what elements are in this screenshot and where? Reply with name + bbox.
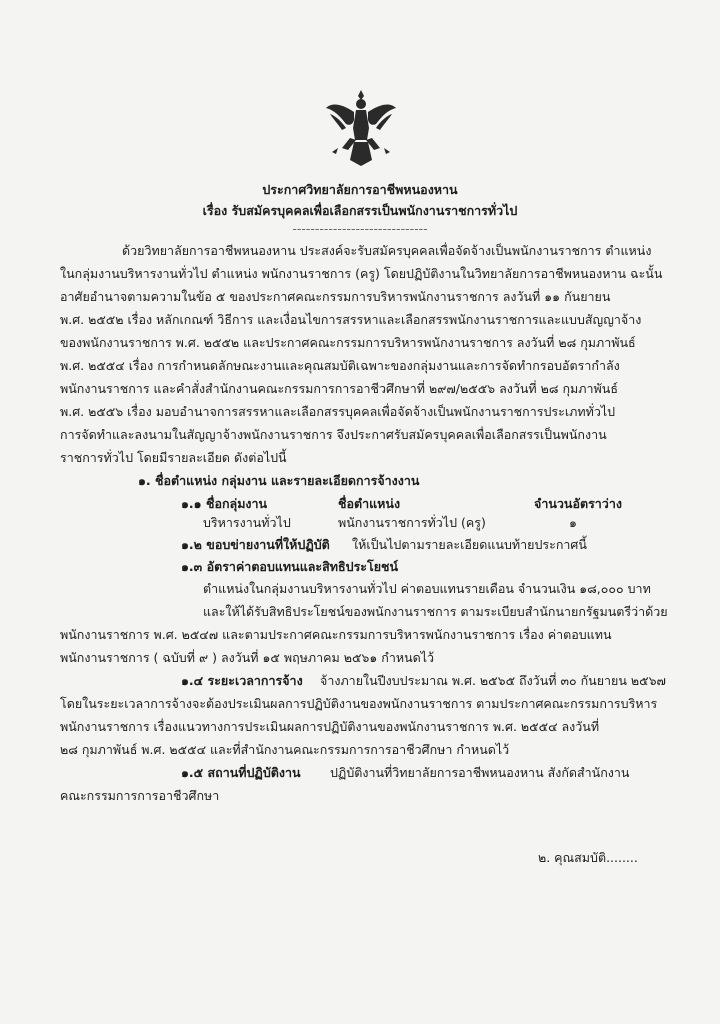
intro-line: พ.ศ. ๒๕๕๒ เรื่อง หลักเกณฑ์ วิธีการ และเงื่อนไขการสรรหาและเลือกสรรพนักงานราชการและแบบสัญญาจ้าง [60, 312, 642, 327]
section-1-4-label: ๑.๔ ระยะเวลาการจ้าง [181, 673, 303, 688]
intro-line: พ.ศ. ๒๕๕๖ เรื่อง มอบอำนาจการสรรหาและเลือกสรรบุคคลเพื่อจัดจ้างเป็นพนักงานราชการประเภททั่วไป [60, 404, 616, 419]
section-1-heading: ๑. ชื่อตำแหน่ง กลุ่มงาน และรายละเอียดการจ้างงาน [138, 473, 420, 488]
intro-line: ในกลุ่มงานบริหารงานทั่วไป ตำแหน่ง พนักงานราชการ (ครู) โดยปฏิบัติงานในวิทยาลัยการอาชีพหนองหาน ฉะนั้น [60, 266, 663, 281]
section-1-5-label: ๑.๕ สถานที่ปฏิบัติงาน [181, 765, 301, 780]
section-1-2-label: ๑.๒ ขอบข่ายงานที่ให้ปฏิบัติ [181, 537, 330, 552]
section-1-3-line: พนักงานราชการ พ.ศ. ๒๕๔๗ และตามประกาศคณะกรรมการบริหารพนักงานราชการ เรื่อง ค่าตอบแทน [60, 627, 612, 642]
intro-line: พนักงานราชการ และคำสั่งสำนักงานคณะกรรมการการอาชีวศึกษาที่ ๒๙๗/๒๕๕๖ ลงวันที่ ๒๘ กุมภาพันธ์ [60, 381, 618, 396]
section-1-4-line: โดยในระยะเวลาการจ้างจะต้องประเมินผลการปฏิบัติงานของพนักงานราชการ ตามประกาศคณะกรรมการบริหาร [60, 696, 658, 711]
next-page-marker: ๒. คุณสมบัติ........ [538, 850, 638, 865]
section-1-5-line: คณะกรรมการการอาชีวศึกษา [60, 788, 220, 803]
intro-line: พ.ศ. ๒๕๕๔ เรื่อง การกำหนดลักษณะงานและคุณสมบัติเฉพาะของกลุ่มงานและการจัดทำกรอบอัตรากำลัง [60, 358, 620, 373]
section-1-3-line: พนักงานราชการ ( ฉบับที่ ๙ ) ลงวันที่ ๑๕ พฤษภาคม ๒๕๖๑ กำหนดไว้ [60, 650, 435, 665]
section-1-3-line: และให้ได้รับสิทธิประโยชน์ของพนักงานราชการ ตามระเบียบสำนักนายกรัฐมนตรีว่าด้วย [203, 604, 668, 619]
intro-line: ราชการทั่วไป โดยมีรายละเอียด ดังต่อไปนี้ [60, 450, 287, 465]
garuda-emblem-icon [324, 86, 398, 168]
title-separator: ------------------------------ [292, 221, 428, 236]
table-header-group: ๑.๑ ชื่อกลุ่มงาน [181, 496, 268, 511]
table-header-count: จำนวนอัตราว่าง [534, 496, 622, 511]
intro-line: ของพนักงานราชการ พ.ศ. ๒๕๕๒ และประกาศคณะกรรมการบริหารพนักงานราชการ ลงวันที่ ๒๘ กุมภาพันธ์ [60, 335, 636, 350]
section-1-5-text: ปฏิบัติงานที่วิทยาลัยการอาชีพหนองหาน สังกัดสำนักงาน [330, 765, 630, 780]
section-1-4-line: พนักงานราชการ เรื่องแนวทางการประเมินผลการปฏิบัติงานของพนักงานราชการ พ.ศ. ๒๕๕๔ ลงวันที่ [60, 719, 600, 734]
section-1-3-line: ตำแหน่งในกลุ่มงานบริหารงานทั่วไป ค่าตอบแทนรายเดือน จำนวนเงิน ๑๘,๐๐๐ บาท [203, 581, 651, 596]
section-1-4-line: ๒๘ กุมภาพันธ์ พ.ศ. ๒๕๕๔ และที่สำนักงานคณะกรรมการการอาชีวศึกษา กำหนดไว้ [60, 742, 510, 757]
document-title: ประกาศวิทยาลัยการอาชีพหนองหาน [262, 182, 458, 197]
table-cell-position: พนักงานราชการทั่วไป (ครู) [338, 515, 486, 530]
intro-line: อาศัยอำนาจตามความในข้อ ๕ ของประกาศคณะกรรมการบริหารพนักงานราชการ ลงวันที่ ๑๑ กันยายน [60, 289, 611, 304]
intro-line: การจัดทำและลงนามในสัญญาจ้างพนักงานราชการ จึงประกาศรับสมัครบุคคลเพื่อเลือกสรรเป็นพนักงาน [60, 427, 607, 442]
document-subject: เรื่อง รับสมัครบุคคลเพื่อเลือกสรรเป็นพนักงานราชการทั่วไป [202, 203, 518, 218]
section-1-3-label: ๑.๓ อัตราค่าตอบแทนและสิทธิประโยชน์ [181, 559, 399, 574]
intro-line: ด้วยวิทยาลัยการอาชีพหนองหาน ประสงค์จะรับสมัครบุคคลเพื่อจัดจ้างเป็นพนักงานราชการ ตำแหน่ง [122, 243, 652, 258]
table-cell-group: บริหารงานทั่วไป [203, 515, 291, 530]
table-cell-count: ๑ [569, 515, 577, 530]
section-1-2-text: ให้เป็นไปตามรายละเอียดแนบท้ายประกาศนี้ [352, 537, 587, 552]
section-1-4-text: จ้างภายในปีงบประมาณ พ.ศ. ๒๕๖๕ ถึงวันที่ ๓๐ กันยายน ๒๕๖๗ [320, 673, 666, 688]
table-header-position: ชื่อตำแหน่ง [338, 496, 401, 511]
